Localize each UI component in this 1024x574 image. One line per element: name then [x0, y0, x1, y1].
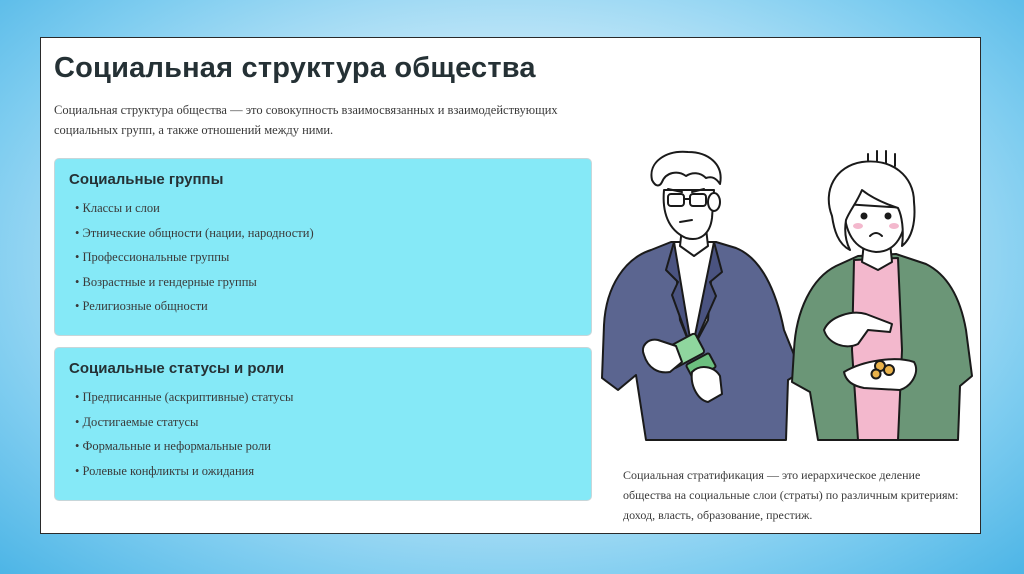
list-item: • Этнические общности (нации, народности): [75, 221, 577, 246]
statuses-roles-list: [69, 385, 577, 483]
list-item: • Формальные и неформальные роли: [75, 434, 577, 459]
intro-text: Социальная структура общества — это совокупность взаимосвязанных и взаимодействующих социальных групп, а также отношений между ними.: [54, 103, 558, 137]
card-heading: Социальные группы: [69, 171, 224, 188]
social-groups-card: [54, 158, 592, 336]
list-item: • Профессиональные группы: [75, 245, 577, 270]
list-item: • Достигаемые статусы: [75, 410, 577, 435]
slide-title: Социальная структура общества: [54, 52, 536, 84]
list-item: • Классы и слои: [75, 196, 577, 221]
elderly-couple-illustration: [596, 150, 976, 450]
list-item: • Религиозные общности: [75, 294, 577, 319]
stratification-caption: Социальная стратификация — это иерархическое деление общества на социальные слои (страты) по различным критериям: доход, власть, образование, престиж.: [623, 468, 959, 522]
social-groups-list: [69, 196, 577, 319]
list-item: • Ролевые конфликты и ожидания: [75, 459, 577, 484]
elderly-man-counting-money: [602, 152, 801, 440]
elderly-woman-holding-coins: [792, 151, 972, 440]
list-item: • Возрастные и гендерные группы: [75, 270, 577, 295]
card-heading: Социальные статусы и роли: [69, 360, 285, 377]
slide: [40, 37, 981, 534]
list-item: • Предписанные (аскриптивные) статусы: [75, 385, 577, 410]
statuses-roles-card: [54, 347, 592, 501]
